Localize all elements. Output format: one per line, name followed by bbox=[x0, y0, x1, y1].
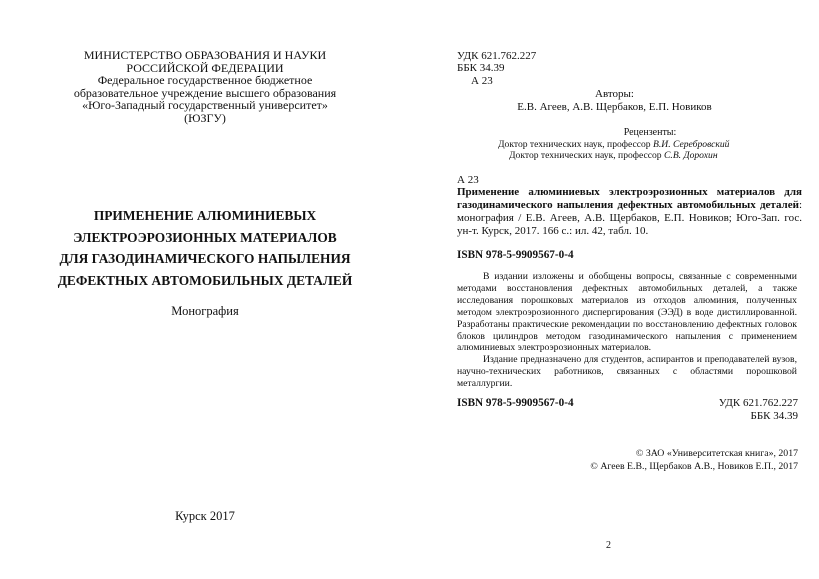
title-line: ДЕФЕКТНЫХ АВТОМОБИЛЬНЫХ ДЕТАЛЕЙ bbox=[57, 272, 353, 288]
reviewer-name: В.И. Серебровский bbox=[653, 139, 730, 150]
ministry-line: Федеральное государственное бюджетное bbox=[97, 73, 313, 88]
title-line: ДЛЯ ГАЗОДИНАМИЧЕСКОГО НАПЫЛЕНИЯ bbox=[59, 251, 351, 266]
reviewer-name: С.В. Дорохин bbox=[664, 150, 718, 161]
title-line: ЭЛЕКТРОЭРОЗИОННЫХ МАТЕРИАЛОВ bbox=[73, 229, 337, 245]
book-title bbox=[40, 205, 370, 291]
authors-label: Авторы: bbox=[595, 88, 634, 100]
title-line: ПРИМЕНЕНИЕ АЛЮМИНИЕВЫХ bbox=[93, 208, 317, 223]
abstract bbox=[457, 271, 797, 390]
copyright-authors: © Агеев Е.В., Щербаков А.В., Новиков Е.П., 2017 bbox=[590, 461, 798, 472]
biblio-index: А 23 bbox=[457, 174, 479, 186]
right-page bbox=[410, 0, 819, 579]
classification-bottom bbox=[688, 397, 798, 423]
ministry-line: образовательное учреждение высшего образования bbox=[73, 85, 337, 100]
genre-label: Монография bbox=[171, 304, 239, 318]
authors-names: Е.В. Агеев, А.В. Щербаков, Е.П. Новиков bbox=[517, 101, 712, 113]
bbk-code: ББК 34.39 bbox=[457, 62, 505, 75]
isbn-top: ISBN 978-5-9909567-0-4 bbox=[457, 249, 574, 261]
bibliographic-record bbox=[457, 186, 802, 238]
isbn-bottom: ISBN 978-5-9909567-0-4 bbox=[457, 397, 574, 409]
biblio-details: : монография / Е.В. Агеев, А.В. Щербаков, Е.П. Новиков; Юго-Зап. гос. ун-т. Курск, 2017. 166 с.: ил. 42, табл. 10. bbox=[457, 199, 802, 237]
abstract-paragraph: Издание предназначено для студентов, аспирантов и преподавателей вузов, научно-технических работников, связанных с областями порошковой металлургии. bbox=[457, 354, 797, 390]
reviewer-role: Доктор технических наук, профессор bbox=[498, 139, 654, 150]
classification-block bbox=[457, 50, 536, 87]
reviewer-2 bbox=[509, 150, 718, 162]
abstract-paragraph: В издании изложены и обобщены вопросы, связанные с современными методами восстановления дефектных автомобильных деталей, а также исследования порошковых материалов из отходов алюминия, полученных методом электроэрозионного диспергирования (ЭЭД) в воде дистиллированной. Разработаны практические рекомендации по восстановлению дефектных головок блоков цилиндров методом газодинамического напыления с применением алюминиевых электроэрозионных материалов. bbox=[457, 271, 797, 354]
biblio-title: Применение алюминиевых электроэрозионных материалов для газодинамического напыления дефектных автомобильных деталей bbox=[457, 186, 802, 211]
ministry-line: «Юго-Западный государственный университет» bbox=[82, 98, 328, 113]
ministry-line: РОССИЙСКОЙ ФЕДЕРАЦИИ bbox=[126, 60, 284, 75]
copyright-publisher: © ЗАО «Университетская книга», 2017 bbox=[635, 448, 798, 459]
ministry-line: МИНИСТЕРСТВО ОБРАЗОВАНИЯ И НАУКИ bbox=[83, 48, 327, 62]
author-index: А 23 bbox=[471, 74, 493, 87]
page-number: 2 bbox=[606, 540, 611, 551]
udk-code: УДК 621.762.227 bbox=[457, 50, 537, 62]
ministry-header bbox=[50, 49, 360, 125]
reviewers-label: Рецензенты: bbox=[623, 127, 677, 138]
udk-code-bottom: УДК 621.762.227 bbox=[718, 397, 798, 409]
reviewer-role: Доктор технических наук, профессор bbox=[509, 150, 665, 161]
ministry-line: (ЮЗГУ) bbox=[184, 110, 226, 125]
city-year: Курск 2017 bbox=[175, 509, 235, 523]
bbk-code-bottom: ББК 34.39 bbox=[750, 410, 798, 422]
